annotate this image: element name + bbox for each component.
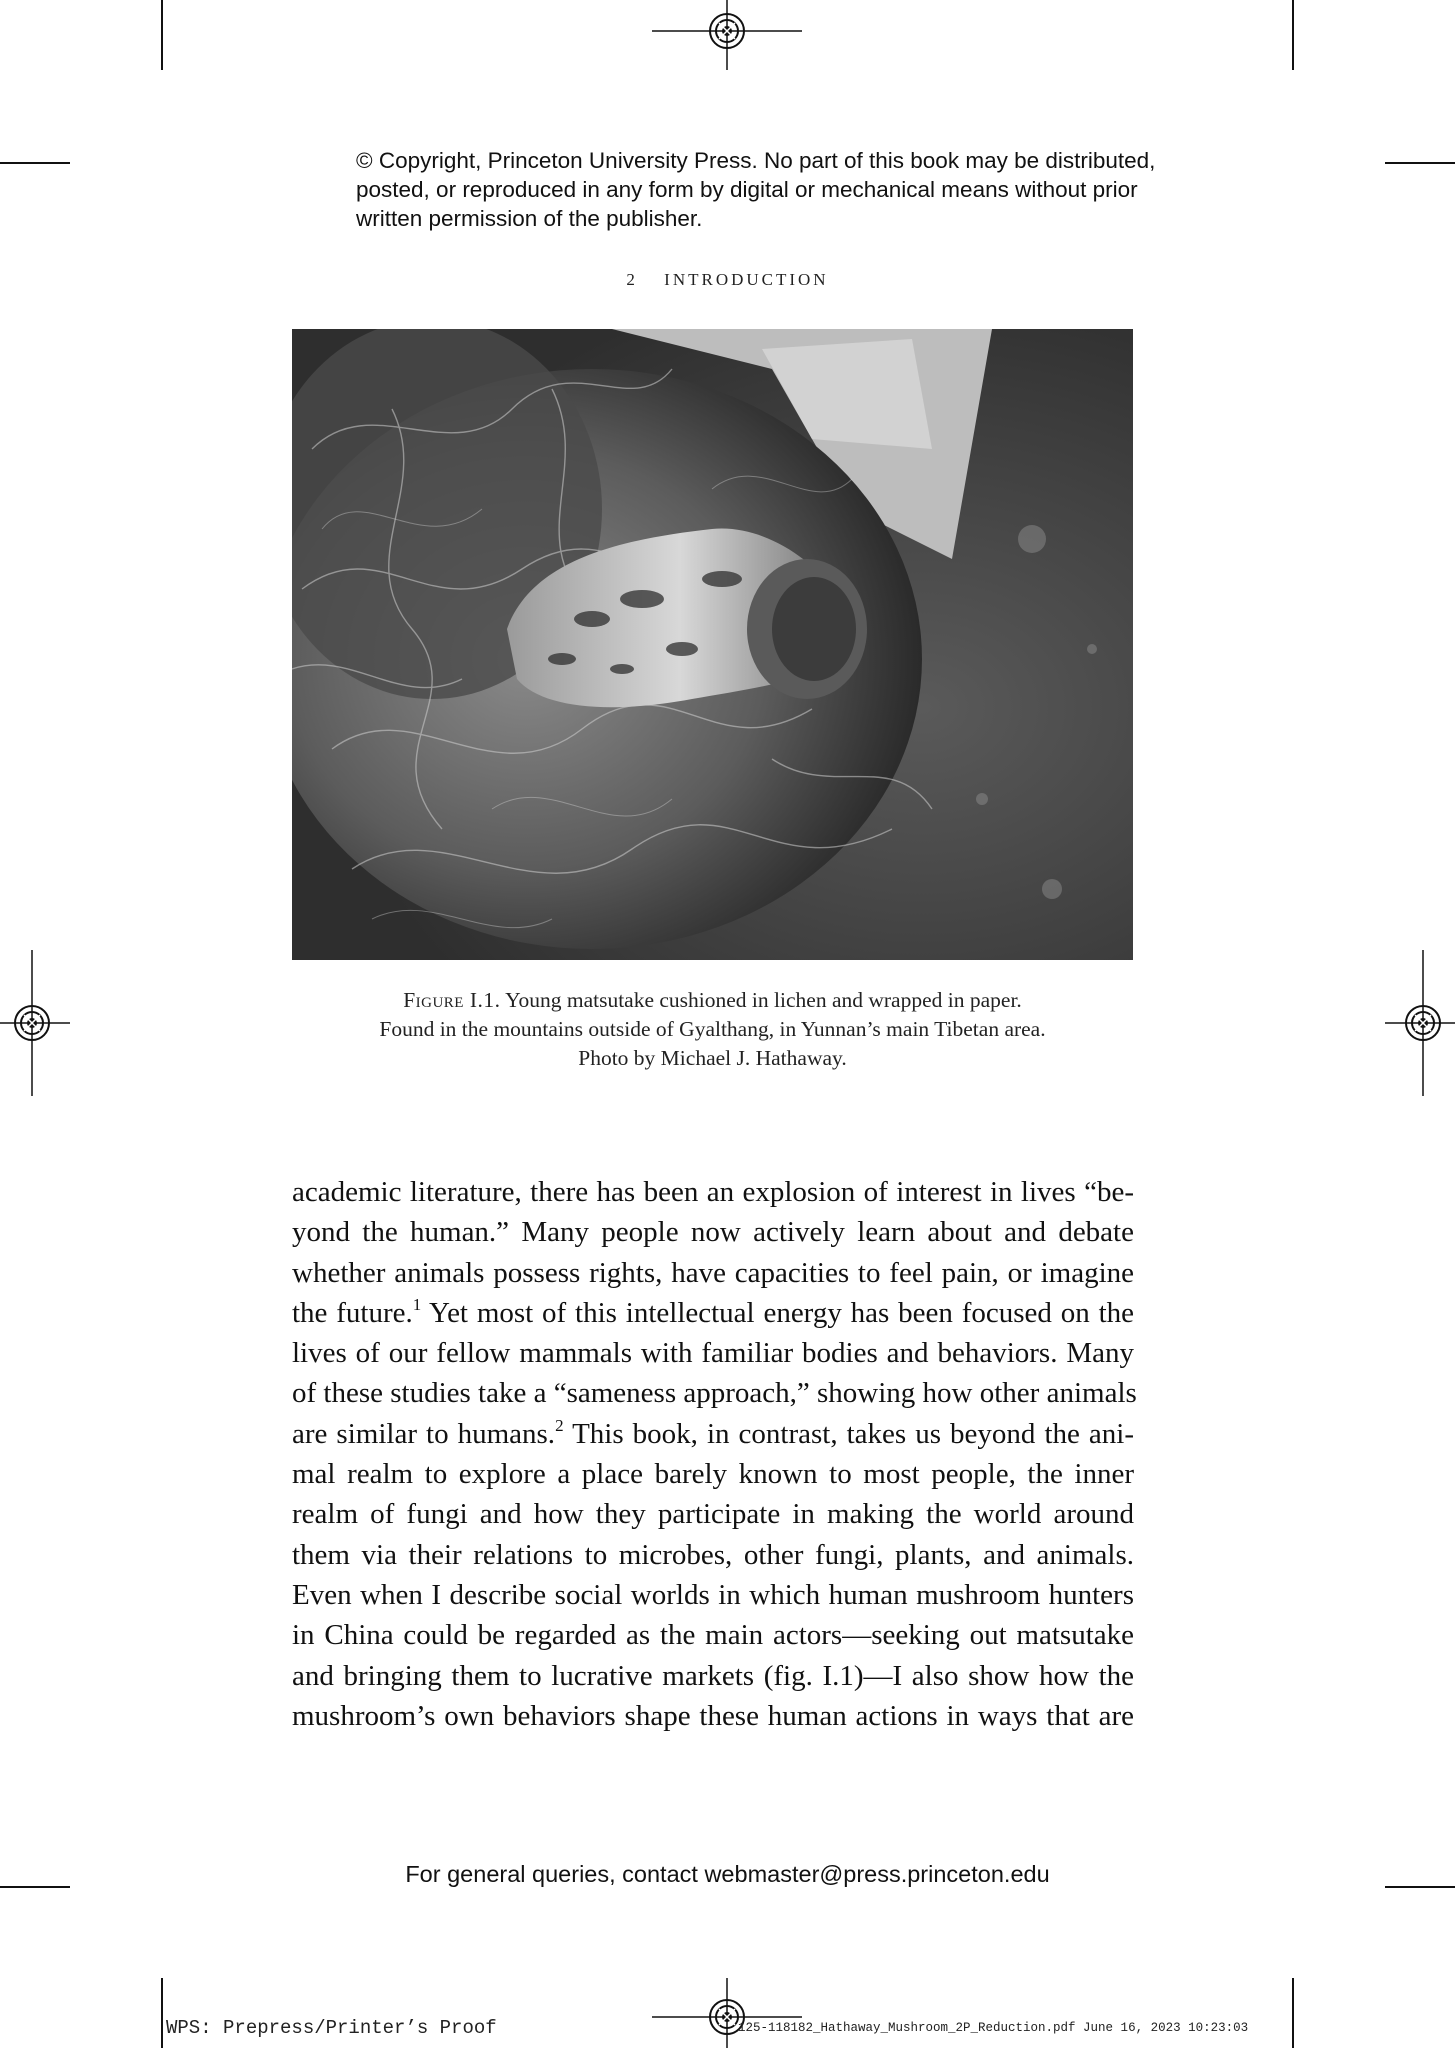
body-line: mal realm to explore a place barely known to most people, the inner <box>292 1458 1134 1491</box>
page-number: 2 <box>626 270 635 289</box>
body-line: mushroom’s own behaviors shape these human actions in ways that are <box>292 1699 1134 1732</box>
footnote-ref-2[interactable]: 2 <box>555 1415 564 1435</box>
body-line: them via their relations to microbes, other fungi, plants, and animals. <box>292 1538 1134 1571</box>
body-paragraph <box>292 1172 1137 1736</box>
body-line: Even when I describe social worlds in which human mushroom hunters <box>292 1578 1134 1611</box>
body-line: lives of our fellow mammals with familiar bodies and behaviors. Many <box>292 1337 1134 1370</box>
body-line: yond the human.” Many people now actively learn about and debate <box>292 1216 1134 1249</box>
matsutake-photo-illustration <box>292 329 1133 960</box>
registration-mark-right-icon <box>1385 950 1455 1096</box>
body-line: and bringing them to lucrative markets (fig. I.1)—I also show how the <box>292 1659 1134 1692</box>
figure-label: Figure I.1. <box>403 988 501 1012</box>
caption-line-1: Figure I.1. Young matsutake cushioned in lichen and wrapped in paper. <box>403 988 1022 1012</box>
footnote-ref-1[interactable]: 1 <box>412 1294 422 1314</box>
running-head <box>0 270 1455 290</box>
copyright-notice: © Copyright, Princeton University Press. No part of this book may be distributed, posted, or reproduced in any form by digital or mechanical means without prior written permission of the publisher. <box>356 148 1156 231</box>
body-line: in China could be regarded as the main actors—seeking out matsutake <box>292 1619 1134 1652</box>
proof-slug-left: WPS: Prepress/Printer’s Proof <box>166 2017 497 2039</box>
body-line: whether animals possess rights, have capacities to feel pain, or imagine <box>292 1256 1134 1289</box>
registration-mark-bottom-icon <box>652 1978 802 2048</box>
body-line: academic literature, there has been an explosion of interest in lives “be- <box>292 1176 1134 1208</box>
crop-mark-left-upper <box>0 162 70 164</box>
body-line: of these studies take a “sameness approach,” showing how other animals <box>292 1377 1137 1410</box>
figure-photo <box>292 329 1133 960</box>
proof-slug-right: 125-118182_Hathaway_Mushroom_2P_Reduction.pdf June 16, 2023 10:23:03 <box>738 2021 1249 2035</box>
body-line: realm of fungi and how they participate in making the world around <box>292 1498 1134 1531</box>
body-line: are similar to humans.$^2$ This book, in contrast, takes us beyond the ani- <box>292 1415 1134 1450</box>
figure-caption <box>292 986 1133 1073</box>
chapter-title: INTRODUCTION <box>664 270 829 289</box>
contact-line: For general queries, contact webmaster@press.princeton.edu <box>405 1861 1050 1887</box>
crop-mark-top-left <box>161 0 163 70</box>
crop-mark-top-right <box>1292 0 1294 70</box>
caption-line-3: Photo by Michael J. Hathaway. <box>578 1046 847 1070</box>
crop-mark-right-upper <box>1385 162 1455 164</box>
caption-line-2: Found in the mountains outside of Gyalthang, in Yunnan’s main Tibetan area. <box>379 1017 1046 1041</box>
registration-mark-top-icon <box>652 0 802 70</box>
crop-mark-bottom-left <box>161 1978 163 2048</box>
body-line: the future.$^1$ Yet most of this intellectual energy has been focused on the <box>292 1294 1135 1329</box>
crop-mark-bottom-right <box>1292 1978 1294 2048</box>
registration-mark-left-icon <box>0 950 70 1096</box>
